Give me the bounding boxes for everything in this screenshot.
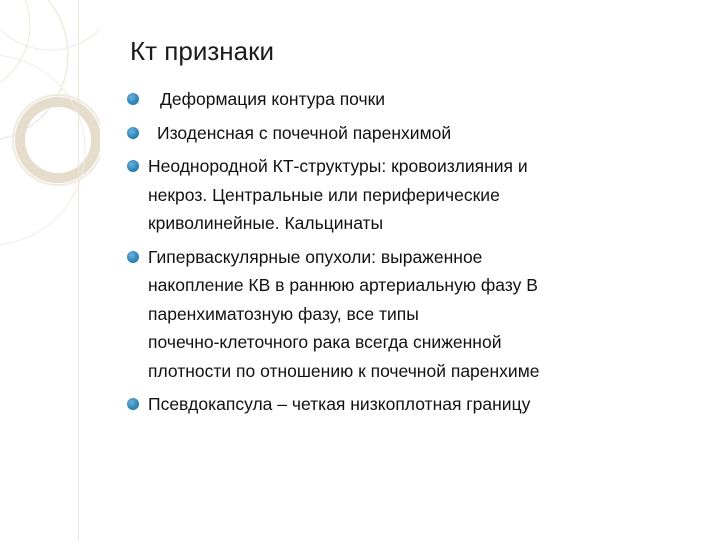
decorative-rings [0,0,100,540]
bullet-dot-icon [127,398,139,410]
bullet-dot-icon [127,93,139,105]
bullet-dot-icon [127,127,139,139]
bullet-text: Деформация контура почки [160,89,386,109]
bullet-item [127,152,697,238]
bullet-text: Неоднородной КТ-структуры: кровоизлияния и некроз. Центральные или периферические криволинейные. Кальцинаты [148,156,528,233]
bullet-text: Гиперваскулярные опухоли: выраженное накопление КВ в раннюю артериальную фазу В паренхиматозную фазу, все типы почечно-клеточного рака всегда сниженной плотности по отношению к почечной паренхиме [148,246,540,381]
bullet-item [127,243,697,386]
bullet-list [127,85,697,424]
slide-title: Кт признаки [130,36,274,66]
bullet-item [127,390,697,419]
bullet-item [127,119,697,148]
bullet-dot-icon [127,251,139,263]
bullet-dot-icon [127,160,139,172]
bullet-item [127,85,697,114]
vertical-divider [78,0,79,540]
bullet-text: Изоденсная с почечной паренхимой [157,122,452,143]
rings-graphic [0,0,100,540]
bullet-text: Псевдокапсула – четкая низкоплотная границу [148,394,531,414]
